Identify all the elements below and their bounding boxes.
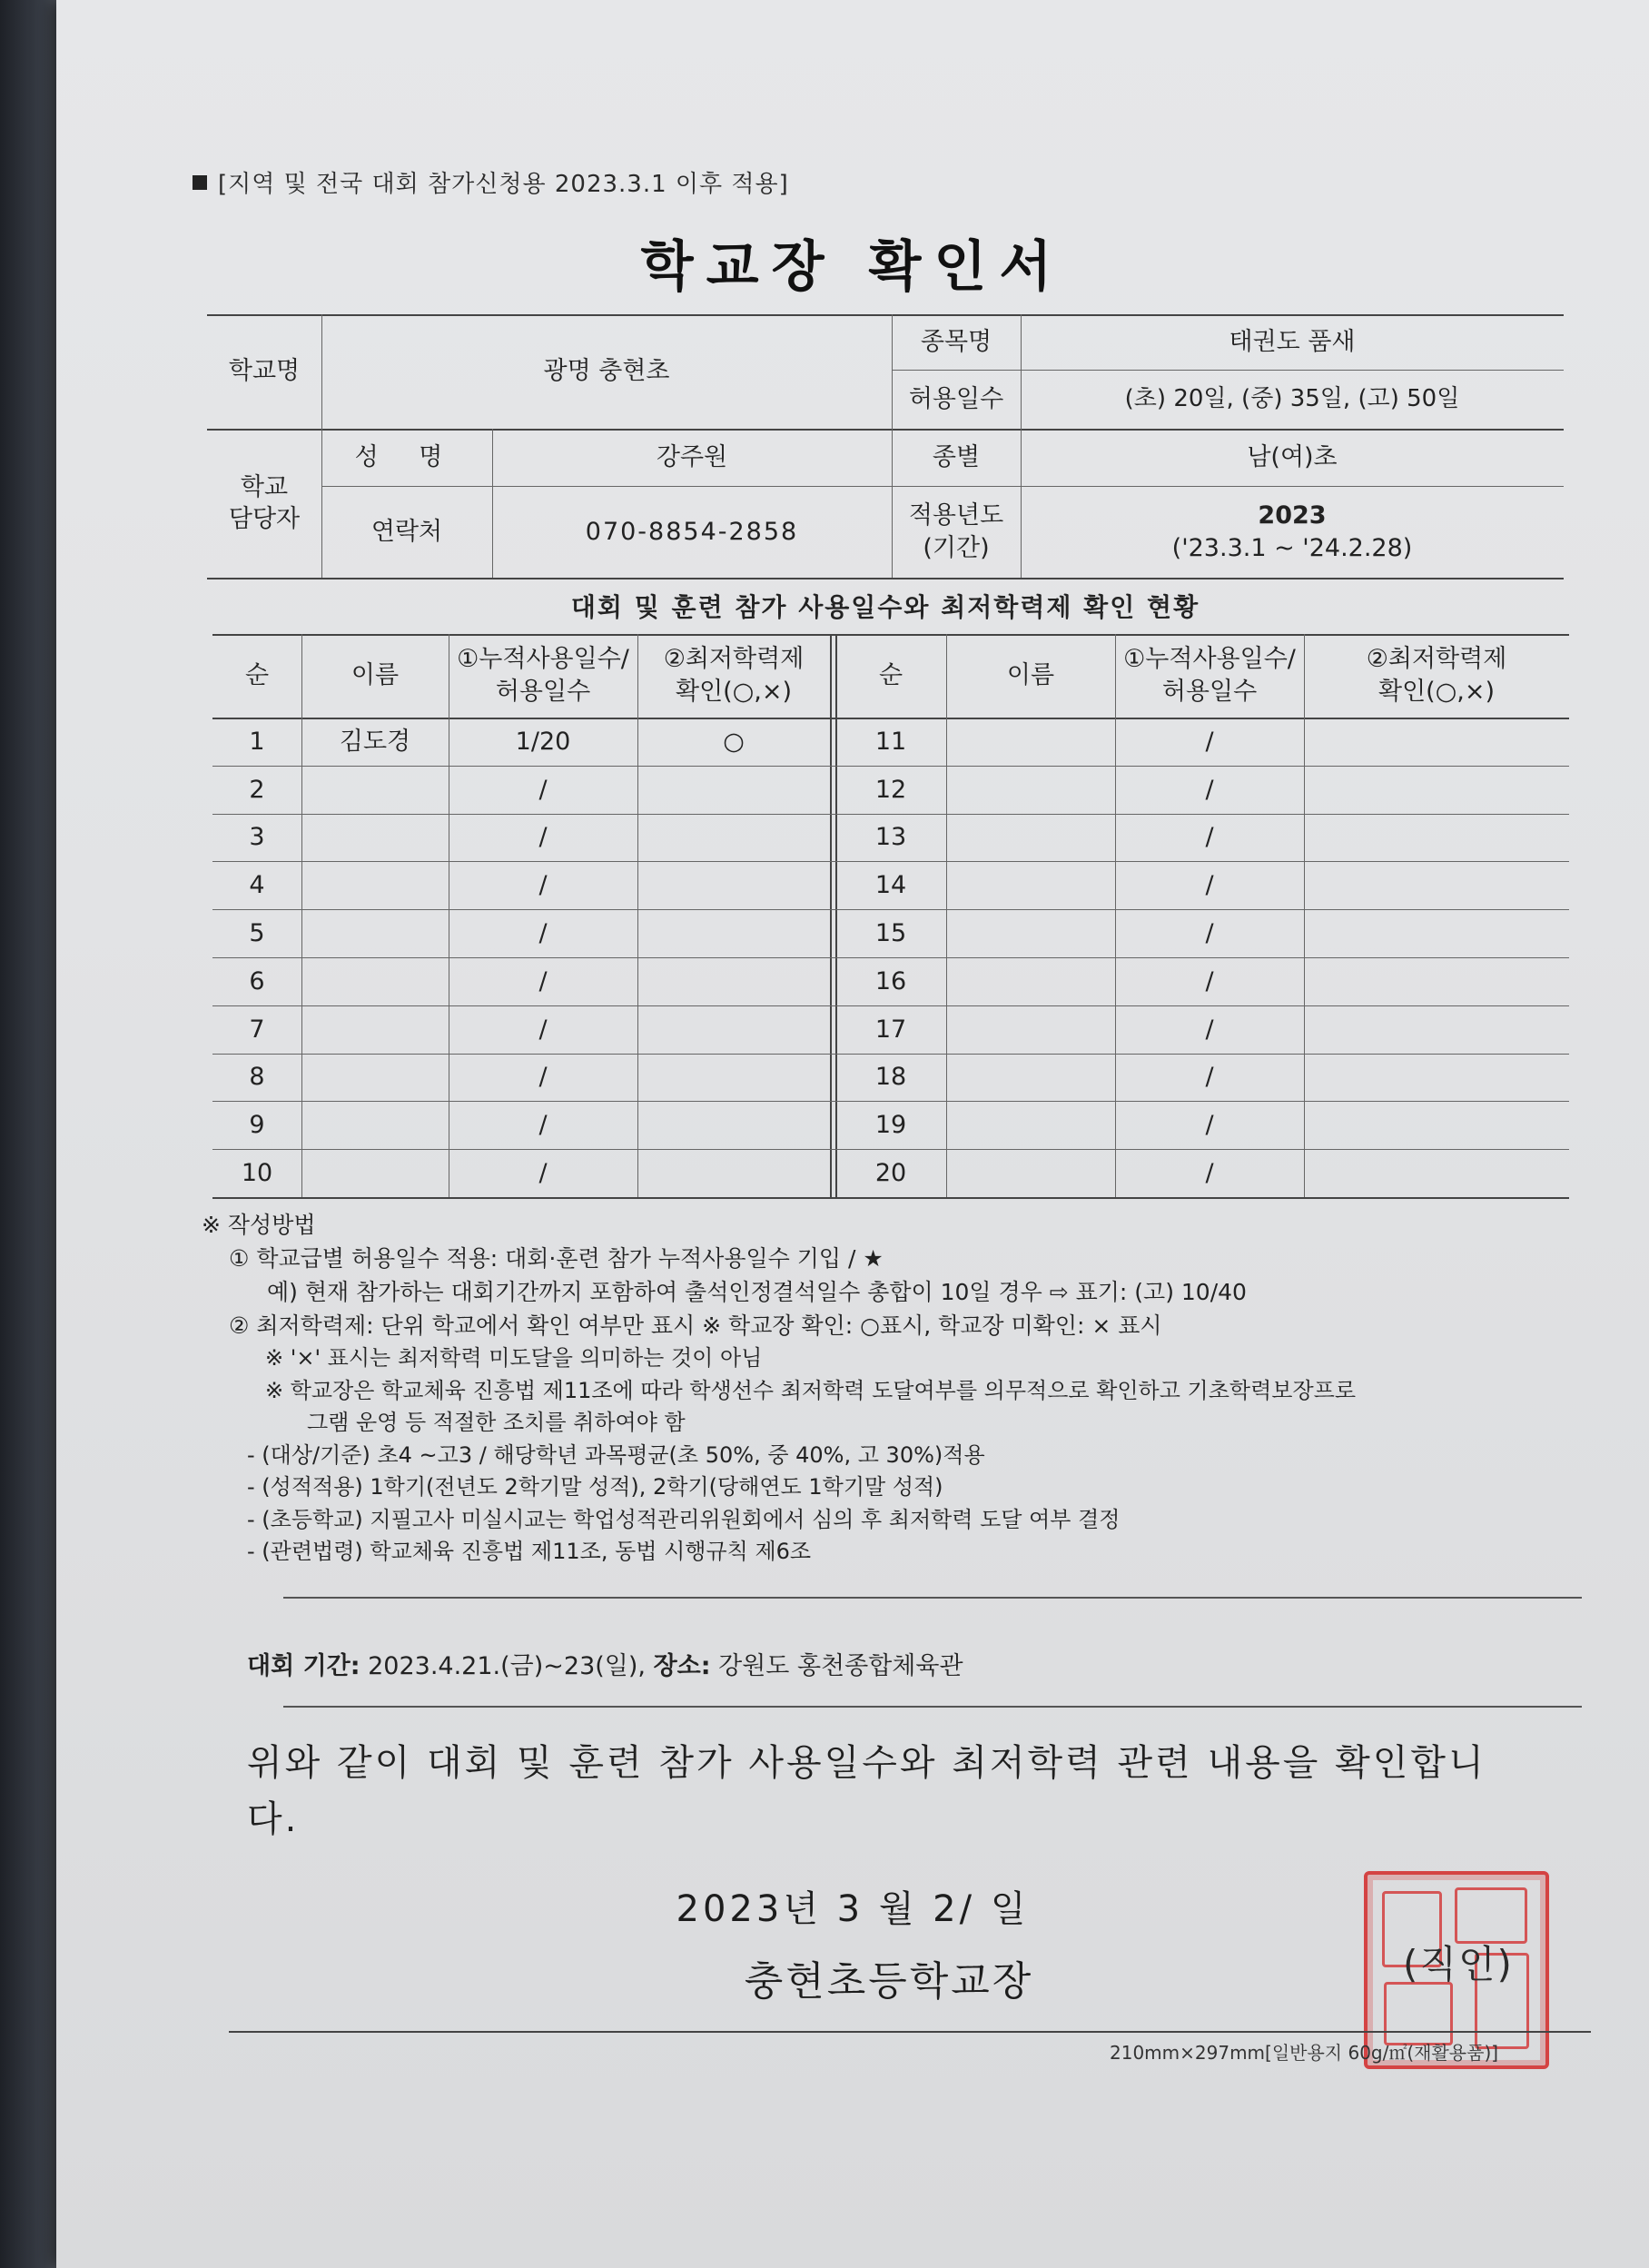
row-right-days: / <box>1205 966 1214 995</box>
row-left-name <box>301 1054 449 1102</box>
row-right-no: 16 <box>874 966 907 995</box>
paper-spec: 210mm×297mm[일반용지 60g/㎡(재활용품)] <box>1110 2042 1499 2064</box>
row-left-name <box>301 1005 449 1054</box>
row-left-name <box>301 1101 449 1149</box>
row-right-days: / <box>1205 1015 1214 1044</box>
applied-year-label: 적용년도 (기간) <box>908 501 1004 562</box>
note-1-example: 예) 현재 참가하는 대회기간까지 포함하여 출석인정결석일수 총합이 10일 경우 ⇨ 표기: (고) 10/40 <box>267 1279 1247 1305</box>
row-left-days: / <box>538 1063 548 1092</box>
row-left-no: 10 <box>241 1159 273 1188</box>
row-right-no: 20 <box>874 1159 907 1188</box>
document-page <box>56 0 1649 2268</box>
note-1: ① 학교급별 허용일수 적용: 대회·훈련 참가 누적사용일수 기입 / ★ <box>229 1245 884 1272</box>
row-left-no: 7 <box>249 1015 265 1044</box>
row-right-check <box>1304 861 1569 909</box>
row-left-name <box>301 814 449 862</box>
staff-label: 학교 담당자 <box>228 472 301 533</box>
row-right-name <box>946 861 1115 909</box>
row-right-check <box>1304 1005 1569 1054</box>
row-left-days: / <box>538 1111 548 1140</box>
row-right-days: / <box>1205 1159 1214 1188</box>
signature-date: 2023년 3 월 2/ 일 <box>676 1888 1030 1930</box>
row-right-no: 17 <box>874 1015 907 1044</box>
row-right-name <box>946 909 1115 957</box>
confirmation-statement: 위와 같이 대회 및 훈련 참가 사용일수와 최저학력 관련 내용을 확인합니 다. <box>247 1742 1486 1840</box>
note-2: ② 최저학력제: 단위 학교에서 확인 여부만 표시 ※ 학교장 확인: ○표시, 학교장 미확인: × 표시 <box>229 1312 1162 1339</box>
row-left-days: / <box>538 1159 548 1188</box>
writing-instructions <box>202 1208 1591 1569</box>
desk-edge <box>0 0 64 2268</box>
row-left-check <box>637 1005 830 1054</box>
event-type-value: 태권도 품새 <box>1229 327 1356 356</box>
detail-3: - (초등학교) 지필고사 미실시교는 학업성적관리위원회에서 심의 후 최저학력 도달 여부 결정 <box>247 1506 1121 1532</box>
event-type-label: 종목명 <box>920 327 992 356</box>
allowed-days-label: 허용일수 <box>908 384 1004 413</box>
row-right-check <box>1304 814 1569 862</box>
applied-year-value: 2023 ('23.3.1 ~ '24.2.28) <box>1171 501 1413 562</box>
row-right-no: 11 <box>874 727 907 756</box>
detail-4: - (관련법령) 학교체육 진흥법 제11조, 동법 시행규칙 제6조 <box>247 1539 812 1565</box>
header-no-right: 순 <box>878 660 903 689</box>
header-grade-left: ②최저학력제 확인(○,×) <box>663 644 805 706</box>
row-left-days: / <box>538 1015 548 1044</box>
header-name-right: 이름 <box>1006 660 1055 689</box>
row-left-days: / <box>538 775 548 804</box>
note-2a: ※ '×' 표시는 최저학력 미도달을 의미하는 것이 아님 <box>265 1345 763 1371</box>
row-left-days: / <box>538 919 548 948</box>
note-2b: ※ 학교장은 학교체육 진흥법 제11조에 따라 학생선수 최저학력 도달여부를 의무적으로 확인하고 기초학력보장프로 <box>265 1377 1357 1403</box>
school-name-label: 학교명 <box>228 357 301 386</box>
row-right-check <box>1304 1149 1569 1197</box>
row-left-no: 5 <box>249 919 265 948</box>
row-left-days: / <box>538 823 548 852</box>
header-days-right: ①누적사용일수/ 허용일수 <box>1123 644 1296 706</box>
person-name-label: 성 명 <box>354 442 459 471</box>
row-right-days: / <box>1205 823 1214 852</box>
note-2b-cont: 그램 운영 등 적절한 조치를 취하여야 함 <box>307 1410 686 1436</box>
row-right-name <box>946 814 1115 862</box>
row-left-name <box>301 1149 449 1197</box>
row-right-no: 12 <box>874 775 907 804</box>
row-left-check <box>637 1101 830 1149</box>
header-name-left: 이름 <box>351 660 400 689</box>
row-right-name <box>946 957 1115 1005</box>
row-right-days: / <box>1205 1063 1214 1092</box>
contact-value: 070-8854-2858 <box>585 517 799 546</box>
header-days-left: ①누적사용일수/ 허용일수 <box>457 644 629 706</box>
person-name-value: 강주원 <box>656 442 728 471</box>
principal-title: 충현초등학교장 <box>744 1958 1034 2005</box>
row-right-check <box>1304 957 1569 1005</box>
row-left-no: 9 <box>249 1111 265 1140</box>
row-right-days: / <box>1205 727 1214 756</box>
row-left-no: 4 <box>249 871 265 900</box>
allowed-days-value: (초) 20일, (중) 35일, (고) 50일 <box>1124 384 1460 412</box>
row-right-name <box>946 718 1115 766</box>
document-title: 학교장 확인서 <box>640 235 1065 299</box>
row-right-check <box>1304 1101 1569 1149</box>
row-left-check <box>637 1054 830 1102</box>
row-left-name: 김도경 <box>339 727 411 756</box>
row-right-name <box>946 1101 1115 1149</box>
row-left-days: / <box>538 871 548 900</box>
row-left-name <box>301 766 449 814</box>
row-right-days: / <box>1205 871 1214 900</box>
square-bullet-icon <box>193 175 207 190</box>
row-right-check <box>1304 1054 1569 1102</box>
row-left-check <box>637 814 830 862</box>
row-right-no: 14 <box>874 871 907 900</box>
row-right-name <box>946 1054 1115 1102</box>
status-section-title: 대회 및 훈련 참가 사용일수와 최저학력제 확인 현황 <box>570 591 1200 622</box>
row-right-name <box>946 1149 1115 1197</box>
row-left-no: 2 <box>249 775 265 804</box>
row-left-no: 3 <box>249 823 265 852</box>
row-left-no: 1 <box>249 727 265 756</box>
row-left-name <box>301 957 449 1005</box>
row-left-check: ○ <box>723 727 745 756</box>
row-left-no: 6 <box>249 966 265 995</box>
header-grade-right: ②최저학력제 확인(○,×) <box>1366 644 1507 706</box>
row-right-days: / <box>1205 919 1214 948</box>
row-left-check <box>637 766 830 814</box>
row-left-name <box>301 909 449 957</box>
row-left-no: 8 <box>249 1063 265 1092</box>
row-right-no: 15 <box>874 919 907 948</box>
detail-2: - (성적적용) 1학기(전년도 2학기말 성적), 2학기(당해연도 1학기말 성적) <box>247 1474 943 1500</box>
row-left-check <box>637 861 830 909</box>
row-right-days: / <box>1205 775 1214 804</box>
row-left-check <box>637 957 830 1005</box>
notes-heading: ※ 작성방법 <box>202 1212 316 1238</box>
seal-label: (직인) <box>1403 1942 1514 1986</box>
row-left-check <box>637 909 830 957</box>
form-note: [지역 및 전국 대회 참가신청용 2023.3.1 이후 적용] <box>193 165 789 199</box>
row-right-days: / <box>1205 1111 1214 1140</box>
row-left-days: 1/20 <box>515 727 571 756</box>
row-right-no: 18 <box>874 1063 907 1092</box>
detail-1: - (대상/기준) 초4 ~고3 / 해당학년 과목평균(초 50%, 중 40%, 고 30%)적용 <box>247 1441 985 1468</box>
row-left-check <box>637 1149 830 1197</box>
row-left-name <box>301 861 449 909</box>
row-left-days: / <box>538 966 548 995</box>
row-right-check <box>1304 909 1569 957</box>
row-right-check <box>1304 766 1569 814</box>
row-right-no: 19 <box>874 1111 907 1140</box>
category-label: 종별 <box>932 442 981 471</box>
category-value: 남(여)초 <box>1247 442 1338 471</box>
row-right-name <box>946 1005 1115 1054</box>
row-right-name <box>946 766 1115 814</box>
event-info: 대회 기간: 2023.4.21.(금)~23(일), 장소: 강원도 홍천종합체육관 <box>247 1652 963 1680</box>
contact-label: 연락처 <box>370 517 443 546</box>
row-right-no: 13 <box>874 823 907 852</box>
header-no-left: 순 <box>244 660 270 689</box>
school-name-value: 광명 충현초 <box>543 357 670 386</box>
row-right-check <box>1304 718 1569 766</box>
